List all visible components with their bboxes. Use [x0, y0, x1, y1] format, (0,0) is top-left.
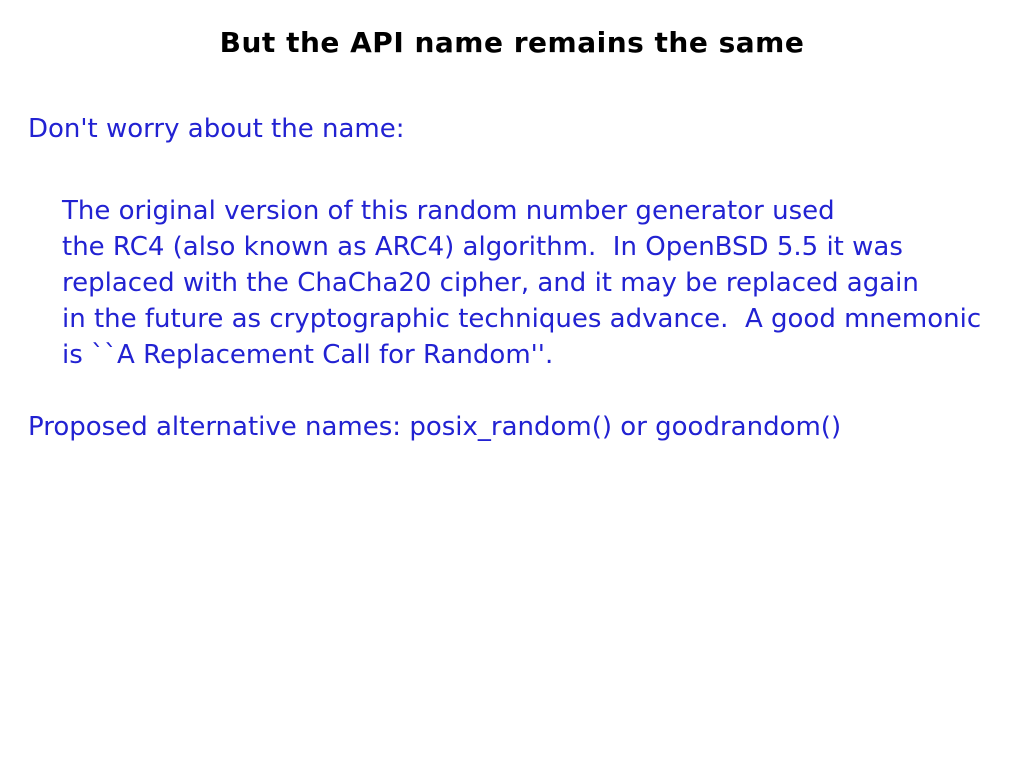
paragraph-line: the RC4 (also known as ARC4) algorithm. In OpenBSD 5.5 it was: [62, 232, 903, 262]
paragraph-line: The original version of this random number generator used: [62, 196, 835, 226]
body-paragraph: [62, 193, 981, 373]
intro-line: Don't worry about the name:: [28, 114, 405, 144]
slide-title: But the API name remains the same: [219, 26, 805, 59]
paragraph-line: in the future as cryptographic techniques advance. A good mnemonic: [62, 304, 982, 334]
paragraph-line: is ``A Replacement Call for Random''.: [62, 340, 554, 370]
proposed-names-line: Proposed alternative names: posix_random() or goodrandom(): [28, 412, 842, 442]
paragraph-line: replaced with the ChaCha20 cipher, and it may be replaced again: [62, 268, 919, 298]
